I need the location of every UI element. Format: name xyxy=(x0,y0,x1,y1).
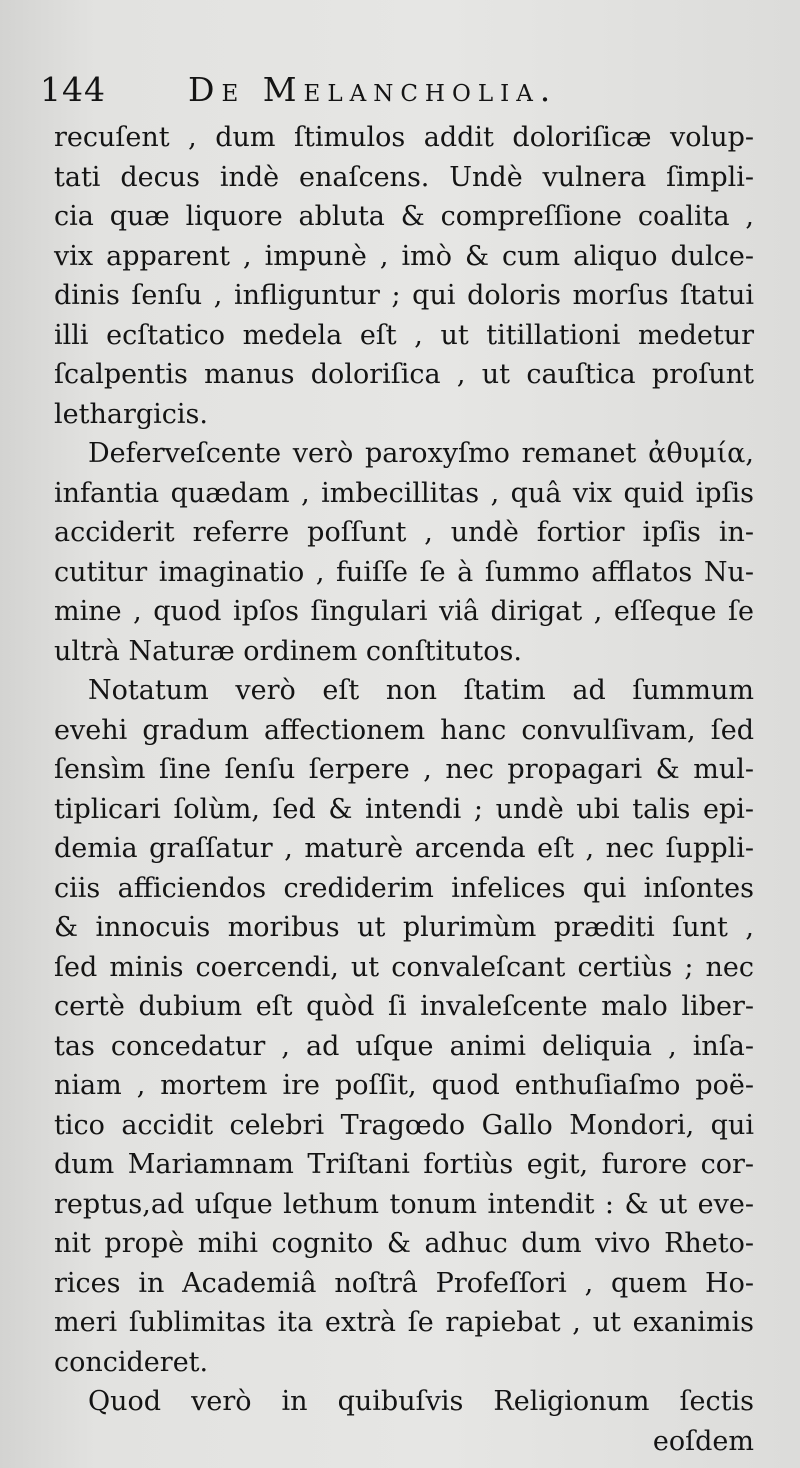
text-line: meri ſublimitas ita extrà ſe rapiebat , ut exanimis xyxy=(54,1307,754,1338)
text-line: ſcalpentis manus doloriſica , ut cauſtica proſunt xyxy=(54,359,754,390)
text-line: dinis ſenſu , infliguntur ; qui doloris morſus ſtatui xyxy=(54,280,754,311)
text-line: tiplicari ſolùm, ſed & intendi ; undè ubi talis epi- xyxy=(54,793,754,825)
running-head: De Melancholia. xyxy=(188,70,558,109)
text-line: tas concedatur , ad uſque animi deliquia , inſa- xyxy=(54,1030,754,1062)
paragraph-first-line: Deferveſcente verò paroxyſmo remanet ἀθυμία, xyxy=(88,438,754,469)
page-number: 144 xyxy=(40,70,106,109)
text-line: acciderit referre poſſunt , undè fortior ipſis in- xyxy=(54,517,754,548)
text-line: cutitur imaginatio , fuiſſe ſe à ſummo afflatos Nu- xyxy=(54,556,754,588)
text-line: ciis afficiendos crediderim infelices qui inſontes xyxy=(54,872,754,904)
text-line: tati decus indè enaſcens. Undè vulnera ſimpli- xyxy=(54,161,754,193)
text-line: evehi gradum affectionem hanc convulſivam, ſed xyxy=(54,714,754,746)
text-line: ſensìm ſine ſenſu ſerpere , nec propagari & mul- xyxy=(54,754,754,785)
text-line: concideret. xyxy=(54,1346,209,1378)
text-line: demia graſſatur , maturè arcenda eſt , nec ſuppli- xyxy=(54,833,754,864)
page-header xyxy=(40,60,760,110)
text-line: rices in Academiâ noſtrâ Profeſſori , quem Ho- xyxy=(54,1267,754,1299)
text-line: lethargicis. xyxy=(54,398,208,430)
text-line: infantia quædam , imbecillitas , quâ vix quid ipſis xyxy=(54,477,754,509)
text-line: nit propè mihi cognito & adhuc dum vivo Rheto- xyxy=(54,1228,754,1259)
text-line: ultrà Naturæ ordinem conſtitutos. xyxy=(54,635,522,667)
text-line: illi ecſtatico medela eſt , ut titillationi medetur xyxy=(54,319,754,351)
paragraph-first-line: Notatum verò eſt non ſtatim ad ſummum xyxy=(88,675,754,706)
paragraph-first-line: Quod verò in quibuſvis Religionum ſectis xyxy=(88,1386,754,1417)
text-line: vix apparent , impunè , imò & cum aliquo dulce- xyxy=(54,240,754,272)
body-text xyxy=(54,118,754,1461)
text-line: & innocuis moribus ut plurimùm præditi ſunt , xyxy=(54,912,754,943)
text-line: tico accidit celebri Tragœdo Gallo Mondori, qui xyxy=(54,1109,754,1141)
text-line: dum Mariamnam Triſtani fortiùs egit, furore cor- xyxy=(54,1149,754,1180)
text-line: niam , mortem ire poſſit, quod enthuſiaſmo poë- xyxy=(54,1070,754,1101)
catchword: eoſdem xyxy=(652,1425,754,1457)
text-line: cia quæ liquore abluta & compreſſione coalita , xyxy=(54,201,754,232)
text-line: recuſent , dum ſtimulos addit doloriſicæ volup- xyxy=(54,122,754,153)
text-line: mine , quod ipſos ſingulari viâ dirigat , eſſeque ſe xyxy=(54,596,754,627)
text-line: reptus,ad uſque lethum tonum intendit : & ut eve- xyxy=(54,1188,754,1220)
text-line: certè dubium eſt quòd ſi invaleſcente malo liber- xyxy=(54,991,754,1022)
text-line: ſed minis coercendi, ut convaleſcant certiùs ; nec xyxy=(54,951,754,983)
